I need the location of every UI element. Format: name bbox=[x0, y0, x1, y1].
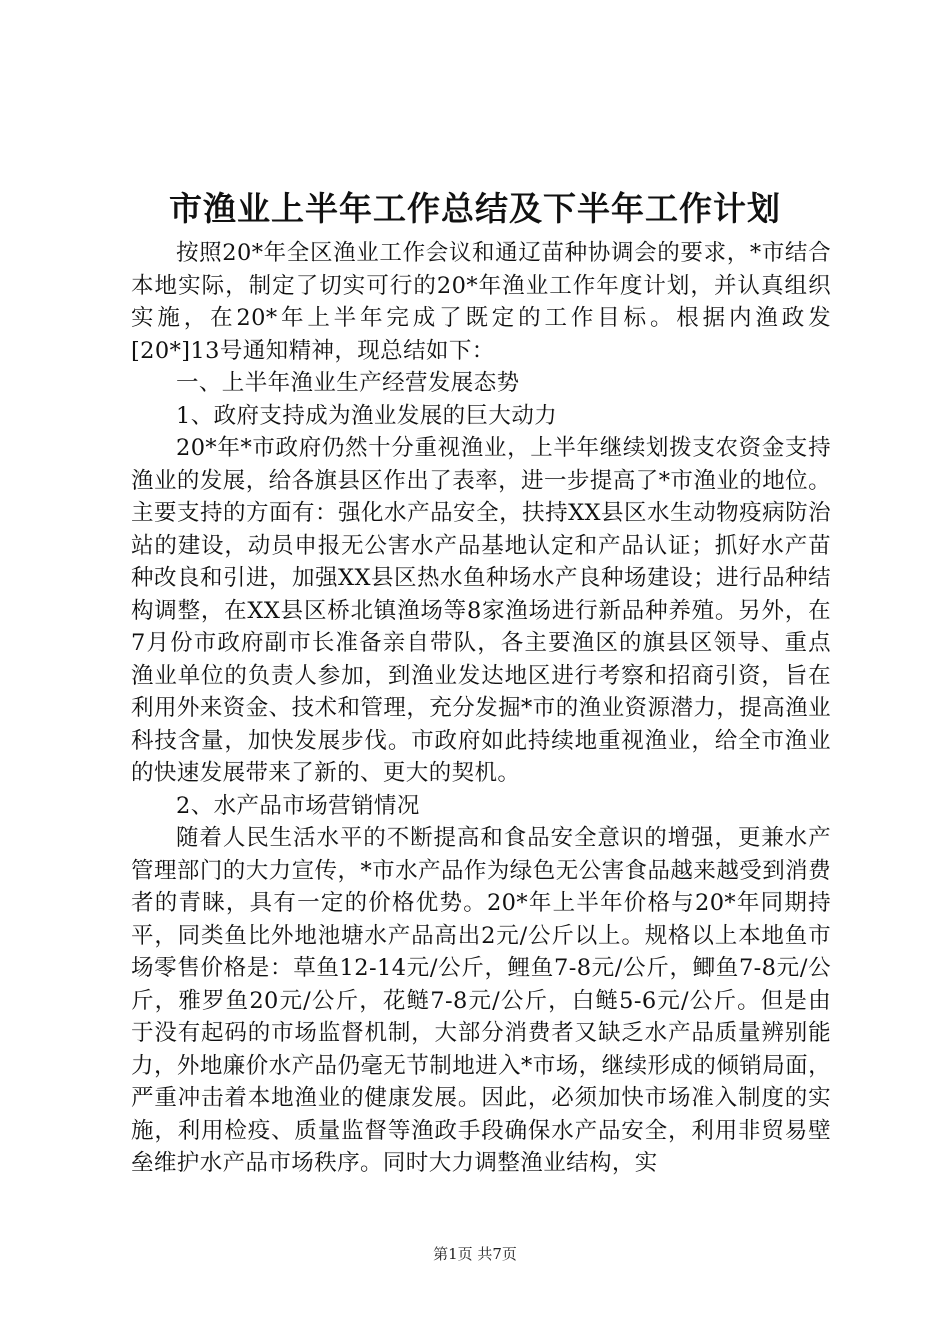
paragraph-intro: 按照20*年全区渔业工作会议和通辽苗种协调会的要求，*市结合本地实际，制定了切实可行的20*年渔业工作年度计划，并认真组织实施，在20*年上半年完成了既定的工作目标。根据内渔政发[20*]13号通知精神，现总结如下： bbox=[131, 240, 831, 364]
page-footer: 第1页 共7页 bbox=[433, 1245, 517, 1263]
subsection-heading-2: 2、水产品市场营销情况 bbox=[176, 792, 420, 819]
subsection-heading-1: 1、政府支持成为渔业发展的巨大动力 bbox=[176, 402, 558, 429]
paragraph-market-sales: 随着人民生活水平的不断提高和食品安全意识的增强，更兼水产管理部门的大力宣传，*市水产品作为绿色无公害食品越来越受到消费者的青睐，具有一定的价格优势。20*年上半年价格与20*年同期持平，同类鱼比外地池塘水产品高出2元/公斤以上。规格以上本地鱼市场零售价格是：草鱼12-14元/公斤，鲤鱼7-8元/公斤，鲫鱼7-8元/公斤，雅罗鱼20元/公斤，花鲢7-8元/公斤，白鲢5-6元/公斤。但是由于没有起码的市场监督机制，大部分消费者又缺乏水产品质量辨别能力，外地廉价水产品仍毫无节制地进入*市场，继续形成的倾销局面，严重冲击着本地渔业的健康发展。因此，必须加快市场准入制度的实施，利用检疫、质量监督等渔政手段确保水产品安全，利用非贸易壁垒维护水产品市场秩序。同时大力调整渔业结构，实 bbox=[131, 825, 831, 1176]
paragraph-government-support: 20*年*市政府仍然十分重视渔业，上半年继续划拨支农资金支持渔业的发展，给各旗县区作出了表率，进一步提高了*市渔业的地位。主要支持的方面有：强化水产品安全，扶持XX县区水生动物疫病防治站的建设，动员申报无公害水产品基地认定和产品认证；抓好水产苗种改良和引进，加强XX县区热水鱼种场水产良种场建设；进行品种结构调整，在XX县区桥北镇渔场等8家渔场进行新品种养殖。另外，在7月份市政府副市长准备亲自带队，各主要渔区的旗县区领导、重点渔业单位的负责人参加，到渔业发达地区进行考察和招商引资，旨在利用外来资金、技术和管理，充分发掘*市的渔业资源潜力，提高渔业科技含量，加快发展步伐。市政府如此持续地重视渔业，给全市渔业的快速发展带来了新的、更大的契机。 bbox=[131, 435, 831, 786]
document-body bbox=[131, 237, 831, 1180]
section-heading-1: 一、上半年渔业生产经营发展态势 bbox=[176, 370, 520, 396]
document-title: 市渔业上半年工作总结及下半年工作计划 bbox=[169, 189, 781, 228]
